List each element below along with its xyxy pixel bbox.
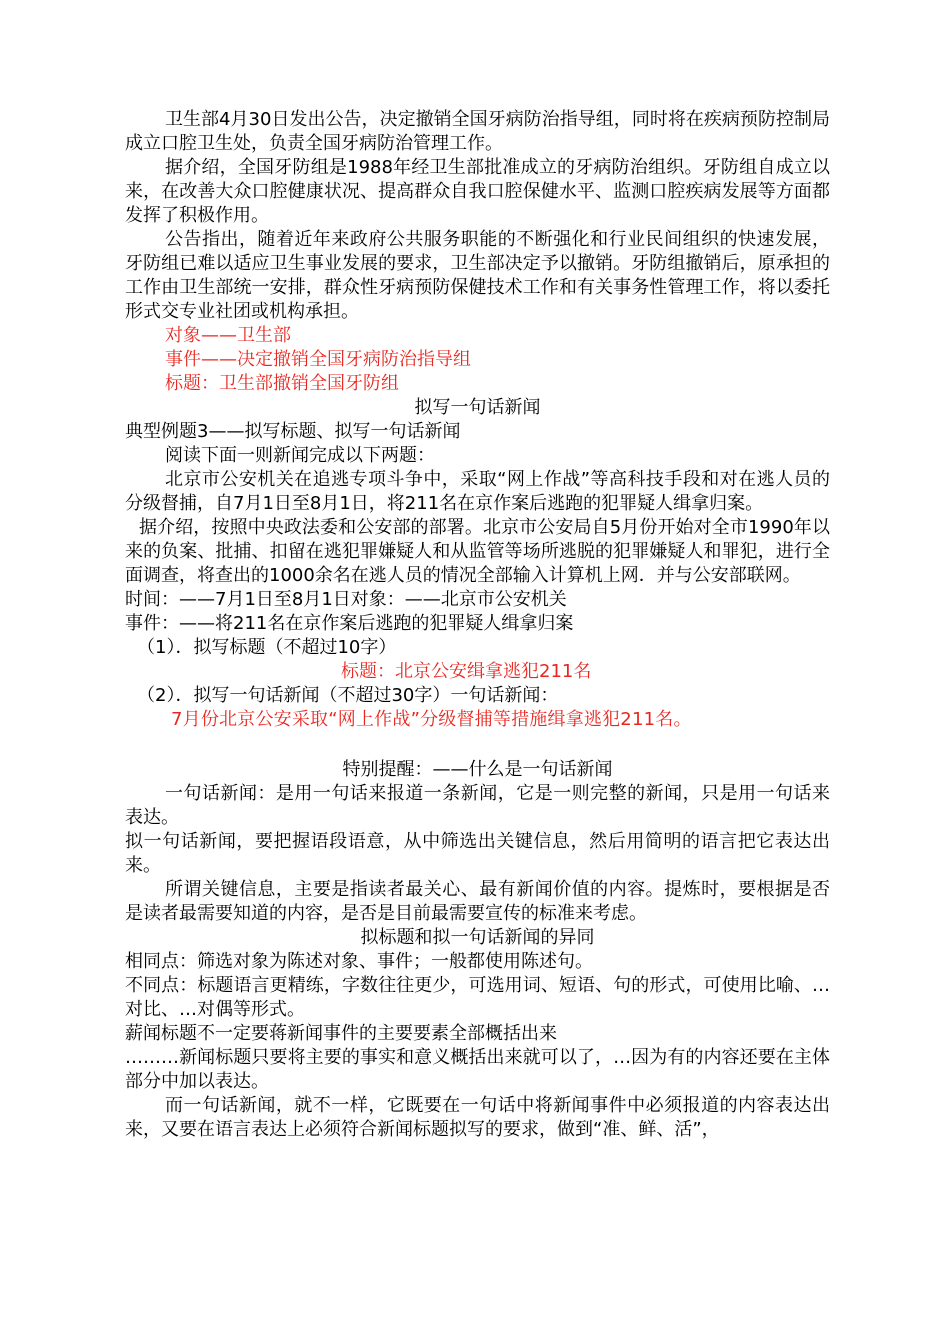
compare-line-4: ………新闻标题只要将主要的事实和意义概括出来就可以了，…因为有的内容还要在主体部分中加以表达。 <box>125 1047 830 1092</box>
news-paragraph-2: 据介绍，按照中央政法委和公安部的部署。北京市公安局自5月份开始对全市1990年以来的负案、批捕、扣留在逃犯罪嫌疑人和从监管等场所逃脱的犯罪嫌疑人和罪犯，进行全面调查，将查出的1000余名在逃人员的情况全部输入计算机上网．并与公安部联网。 <box>125 517 830 586</box>
question-2: （2）．拟写一句话新闻（不超过30字）一句话新闻： <box>137 685 559 706</box>
answer-object: 对象——卫生部 <box>165 325 291 346</box>
paragraph-2: 据介绍，全国牙防组是1988年经卫生部批准成立的牙病防治组织。牙防组自成立以来，在改善大众口腔健康状况、提高群众自我口腔保健水平、监测口腔疾病发展等方面都发挥了积极作用。 <box>125 157 830 226</box>
section-heading: 拟写一句话新闻 <box>414 397 541 418</box>
document-page <box>125 108 830 1142</box>
question-1: （1）．拟写标题（不超过10字） <box>137 637 397 658</box>
paragraph-1: 卫生部4月30日发出公告，决定撤销全国牙病防治指导组，同时将在疾病预防控制局成立口腔卫生处，负责全国牙病防治管理工作。 <box>125 109 830 154</box>
example-intro: 阅读下面一则新闻完成以下两题： <box>165 445 435 466</box>
compare-heading: 拟标题和拟一句话新闻的异同 <box>360 927 595 948</box>
tip-2: 拟一句话新闻，要把握语段语意，从中筛选出关键信息，然后用简明的语言把它表达出来。 <box>125 831 830 876</box>
key-info-time-object: 时间：——7月1日至8月1日对象：——北京市公安机关 <box>125 589 567 610</box>
answer-2: 7月份北京公安采取“网上作战”分级督捕等措施缉拿逃犯211名。 <box>171 709 692 730</box>
compare-same: 相同点：筛选对象为陈述对象、事件；一般都使用陈述句。 <box>125 951 593 972</box>
answer-event: 事件——决定撤销全国牙病防治指导组 <box>165 349 471 370</box>
tips-heading: 特别提醒：——什么是一句话新闻 <box>342 759 613 780</box>
tip-3: 所谓关键信息，主要是指读者最关心、最有新闻价值的内容。提炼时，要根据是否是读者最需要知道的内容，是否是目前最需要宣传的标准来考虑。 <box>125 879 830 924</box>
spacer <box>125 732 830 758</box>
key-info-event: 事件：——将211名在京作案后逃跑的犯罪疑人缉拿归案 <box>125 613 574 634</box>
tip-1: 一句话新闻：是用一句话来报道一条新闻，它是一则完整的新闻，只是用一句话来表达。 <box>125 783 830 828</box>
answer-title: 标题：卫生部撤销全国牙防组 <box>165 373 399 394</box>
news-paragraph-1: 北京市公安机关在追逃专项斗争中，采取“网上作战”等高科技手段和对在逃人员的分级督捕，自7月1日至8月1日，将211名在京作案后逃跑的犯罪疑人缉拿归案。 <box>125 469 830 514</box>
example-heading: 典型例题3——拟写标题、拟写一句话新闻 <box>125 421 461 442</box>
answer-1: 标题：北京公安缉拿逃犯211名 <box>341 661 592 682</box>
compare-line-5: 而一句话新闻，就不一样，它既要在一句话中将新闻事件中必须报道的内容表达出来，又要在语言表达上必须符合新闻标题拟写的要求，做到“准、鲜、活”， <box>125 1095 830 1140</box>
compare-diff: 不同点：标题语言更精练，字数往往更少，可选用词、短语、句的形式，可使用比喻、…对比、…对偶等形式。 <box>125 975 830 1020</box>
paragraph-3: 公告指出，随着近年来政府公共服务职能的不断强化和行业民间组织的快速发展，牙防组已难以适应卫生事业发展的要求，卫生部决定予以撤销。牙防组撤销后，原承担的工作由卫生部统一安排，群众性牙病预防保健技术工作和有关事务性管理工作，将以委托形式交专业社团或机构承担。 <box>125 229 830 322</box>
compare-line-3: 薪闻标题不一定要蒋新闻事件的主要要素全部概括出来 <box>125 1023 557 1044</box>
